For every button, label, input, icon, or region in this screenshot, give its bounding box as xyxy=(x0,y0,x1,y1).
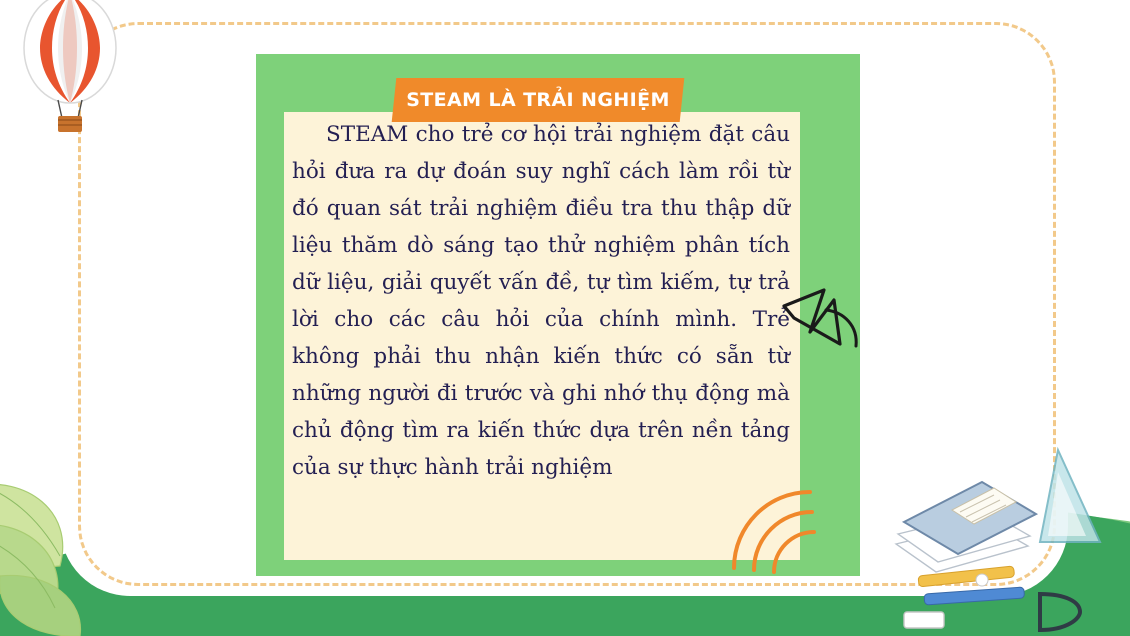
green-content-panel xyxy=(256,54,860,576)
hot-air-balloon-icon xyxy=(8,0,138,140)
page-title: STEAM LÀ TRẢI NGHIỆM xyxy=(406,89,670,111)
body-paragraph: STEAM cho trẻ cơ hội trải nghiệm đặt câu hỏi đưa ra dự đoán suy nghĩ cách làm rồi từ đó quan sát trải nghiệm điều tra thu thập dữ liệu thăm dò sáng tạo thử nghiệm phân tích dữ liệu, giải quyết vấn đề, tự tìm kiếm, tự trả lời cho các câu hỏi của chính mình. Trẻ không phải thu nhận kiến thức có sẵn từ những người đi trước và ghi nhớ thụ động mà chủ động tìm ra kiến thức dựa trên nền tảng của sự thực hành trải nghiệm xyxy=(292,122,790,480)
arc-doodle-icon xyxy=(728,444,858,574)
leaf-cluster-icon xyxy=(0,426,170,636)
stationery-icon xyxy=(890,426,1120,636)
star-doodle-icon xyxy=(764,260,864,370)
